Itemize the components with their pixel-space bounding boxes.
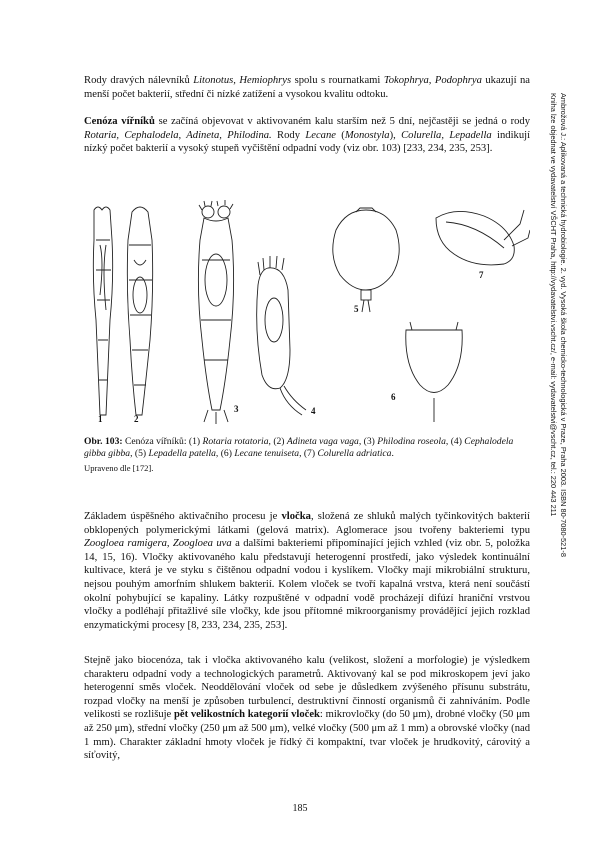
rotifer-drawings — [84, 200, 530, 432]
figure-label-5: 5 — [354, 304, 359, 314]
rotifer-4-drawing — [257, 256, 306, 415]
figure-label-1: 1 — [98, 414, 103, 424]
rotifer-illustration — [84, 200, 530, 432]
side-citation-line-2: Kniha lze objednat ve vydavatelství VŠCHT Praha, http://vydavatelstvi.vscht.cz/, e-mail: vydavatelstvi@vscht.cz, tel.: 220 443 211 — [549, 93, 558, 517]
paragraph-rotifer-cenosis: Cenóza vířníků se začíná objevovat v aktivovaném kalu starším než 5 dní, nejčastěji se jedná o rody Rotaria, Cephalodela, Adineta, Philodina. Rody Lecane (Monostyla), Colurella, Lepadella indikují nízký počet bakterií a vysoký stupeň vyčištění odpadní vody (viz obr. 103) [233, 234, 235, 253]. — [84, 116, 531, 155]
figure-label-3: 3 — [234, 404, 239, 414]
figure-caption: Obr. 103: Cenóza vířníků: (1) Rotaria rotatoria, (2) Adineta vaga vaga, (3) Philodina roseola, (4) Cephalodela gibba gibba, (5) Lepadella patella, (6) Lecane tenuiseta, (7) Colurella adriatica. — [84, 436, 514, 459]
paragraph-floc-structure: Základem úspěšného aktivačního procesu je vločka, složená ze shluků malých tyčinkovitých bakterií obklopených polymerickými látkami (gelová matrix). Aglomerace jsou tvořeny bakteriemi typu Zoogloea ramigera, Zoogloea uva a dalšími bakteriemi připomínající jejich vzhled (viz obr. 5, položka 14, 15, 16). Vločky aktivovaného kalu představují heterogenní prostředí, jako výsledek kontinuální kultivace, která je ve styku s čištěnou odpadní vodou i kyslíkem. Vločky mají mikrobiální strukturu, nejsou pouhým amorfním shlukem bakterií. Kolem vloček se tvoří kapalná vrstva, která není součástí okolní pohybující se kapaliny. Látky rozpuštěné v odpadní vodě procházejí difúzí hraniční vrstvou vločky a podléhají přitažlivé síle vločky, kde jsou přítomné mikroorganismy provádějící jejich rozklad enzymatickými procesy [8, 233, 234, 235, 253]. — [84, 511, 530, 631]
rotifer-3-drawing — [198, 200, 233, 424]
figure-label-4: 4 — [311, 406, 316, 416]
rotifer-7-drawing — [436, 210, 530, 265]
figure-label-2: 2 — [134, 414, 139, 424]
figure-label-7: 7 — [479, 270, 484, 280]
figure-label-6: 6 — [391, 392, 396, 402]
rotifer-2-drawing — [127, 207, 152, 415]
side-citation-line-1: Ambrožová J.: Aplikovaná a technická hydrobiologie. 2. vyd. Vysoká škola chemicko-technologická v Praze, Praha 2003. ISBN 80-7080-521-8 — [559, 93, 568, 557]
page-number: 185 — [292, 803, 308, 814]
rotifer-1-drawing — [93, 207, 112, 415]
figure-source: Upraveno dle [172]. — [84, 463, 154, 473]
rotifer-5-drawing — [333, 208, 399, 312]
side-citation — [549, 93, 584, 653]
rotifer-6-drawing — [406, 322, 462, 422]
paragraph-predatory-ciliates: Rody dravých nálevníků Litonotus, Hemiophrys spolu s rournatkami Tokophrya, Podophrya ukazují na menší počet bakterií, střední či nízké zatížení a vysokou kvalitu odtoku. — [84, 75, 531, 100]
paragraph-floc-size-categories: Stejně jako biocenóza, tak i vločka aktivovaného kalu (velikost, složení a morfologie) je výsledkem charakteru odpadní vody a technologických parametrů. Aktivovaný kal se pod mikroskopem jeví jako heterogenní směs vloček. Neoddělování vloček od sebe je důsledkem zvýšeného přísunu substrátu, rozpad vločky na menší je způsoben turbulencí, destruktivní činností organismů či zahníváním. Podle velikosti se rozlišuje pět velikostních kategorií vloček: mikrovločky (do 50 μm), drobné vločky (50 μm až 250 μm), střední vločky (250 μm až 500 μm), velké vločky (500 μm až 1 mm) a obrovské vločky (nad 1 mm). Charakter základní hmoty vloček je řídký či kompaktní, tvar vloček je hrudkovitý, cárovitý a síťovitý, — [84, 655, 530, 762]
